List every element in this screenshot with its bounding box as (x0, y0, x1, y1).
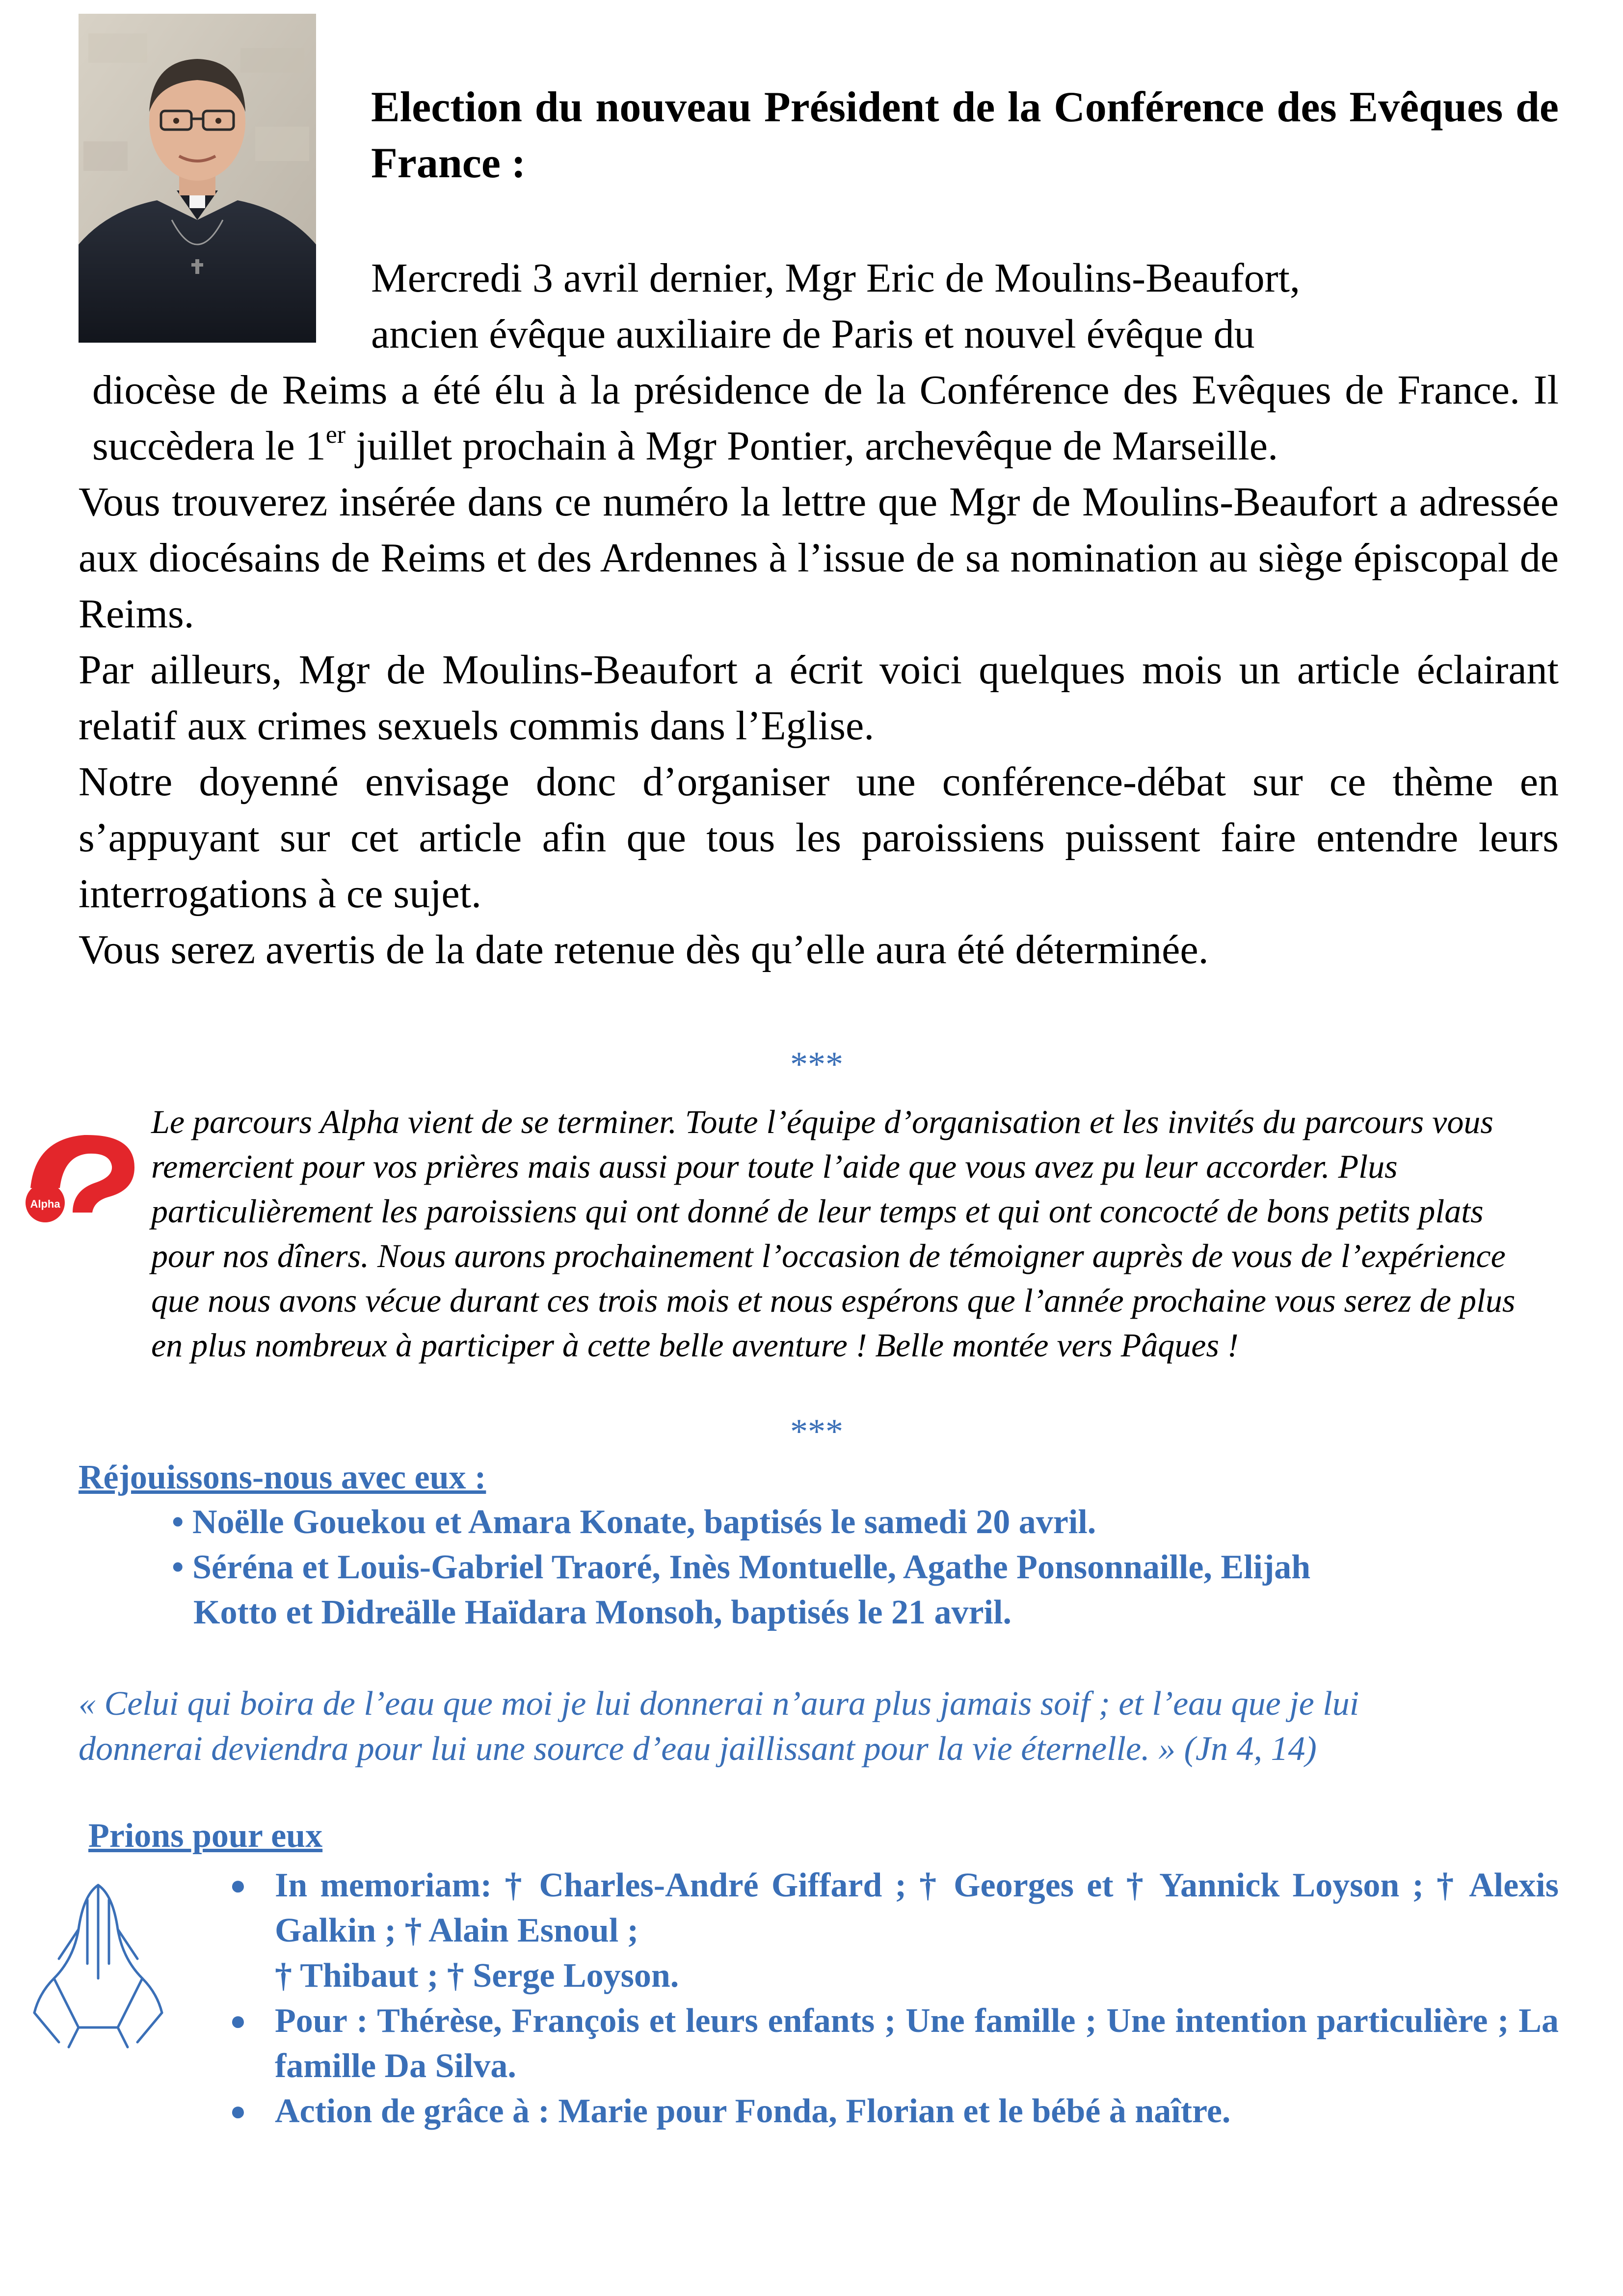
bullet-icon: ● (230, 2006, 246, 2036)
separator-stars: *** (790, 1045, 843, 1084)
superscript-er: er (325, 421, 346, 449)
paragraph-1-text-b: juillet prochain à Mgr Pontier, archevêque de Marseille. (346, 423, 1278, 469)
scripture-quote (79, 1681, 1559, 1772)
article-paragraph-5: Vous serez avertis de la date retenue dès qu’elle aura été déterminée. (79, 927, 1209, 972)
article-intro-line1: Mercredi 3 avril dernier, Mgr Eric de Moulins-Beaufort, (371, 255, 1300, 301)
article-paragraph-4: Notre doyenné envisage donc d’organiser une conférence-débat sur ce thème en s’appuyant sur cet article afin que tous les paroissiens puissent faire entendre leurs interrogations à ce sujet. (79, 759, 1559, 917)
paragraph-1-text-a: diocèse de Reims a été élu à la présidence de la Conférence des Evêques de France. Il succèdera le 1 (92, 367, 1559, 469)
baptisms-heading: Réjouissons-nous avec eux : (79, 1459, 486, 1496)
baptism-item-2a: • Séréna et Louis-Gabriel Traoré, Inès Montuelle, Agathe Ponsonnaille, Elijah (172, 1548, 1311, 1586)
separator-stars-2: *** (790, 1412, 843, 1451)
bishop-portrait-photo (79, 14, 316, 343)
article-paragraph-1 (79, 362, 1559, 474)
praying-hands-icon (25, 1865, 172, 2052)
article-headline: Election du nouveau Président de la Conférence des Evêques de France : (371, 83, 1559, 187)
prayer-item-memoriam (230, 1863, 1559, 1999)
prayers-heading: Prions pour eux (88, 1817, 323, 1855)
action-text: Action de grâce à : Marie pour Fonda, Florian et le bébé à naître. (275, 2092, 1231, 2130)
baptisms-list (172, 1500, 1570, 1635)
prayer-item-action (230, 2089, 1256, 2134)
baptism-item-1: • Noëlle Gouekou et Amara Konate, baptisés le samedi 20 avril. (172, 1503, 1096, 1541)
alpha-paragraph: Le parcours Alpha vient de se terminer. Toute l’équipe d’organisation et les invités du parcours vous remercient pour vos prières mais aussi pour toute l’aide que vous avez pu leur accorder. Plus particulièrement les paroissiens qui ont donné de leur temps et qui ont concocté de bons petits plats pour nos dîners. Nous aurons prochainement l’occasion de témoigner auprès de vous de l’expérience que nous avons vécue durant ces trois mois et nous espérons que l’année prochaine vous serez de plus en plus nombreux à participer à cette belle aventure ! Belle montée vers Pâques ! (151, 1103, 1516, 1364)
prayer-item-pour (230, 1999, 1559, 2089)
bullet-icon: ● (230, 1870, 246, 1901)
article-paragraph-2: Vous trouverez insérée dans ce numéro la lettre que Mgr de Moulins-Beaufort a adressée aux diocésains de Reims et des Ardennes à l’issue de sa nomination au siège épiscopal de Reims. (79, 479, 1559, 637)
memoriam-text-2: † Thibaut ; † Serge Loyson. (275, 1957, 679, 1995)
quote-line-2: donnerai deviendra pour lui une source d’eau jaillissant pour la vie éternelle. » (Jn 4, 14) (79, 1730, 1317, 1768)
alpha-logo (26, 1129, 139, 1222)
alpha-logo-label: Alpha (30, 1198, 60, 1210)
bullet-icon: ● (230, 2096, 246, 2127)
prayers-list (230, 1863, 1559, 2134)
quote-line-1: « Celui qui boira de l’eau que moi je lui donnerai n’aura plus jamais soif ; et l’eau que je lui (79, 1685, 1359, 1723)
article-intro-line2: ancien évêque auxiliaire de Paris et nouvel évêque du (371, 311, 1255, 357)
article-body (79, 362, 1559, 978)
article-paragraph-3: Par ailleurs, Mgr de Moulins-Beaufort a écrit voici quelques mois un article éclairant relatif aux crimes sexuels commis dans l’Eglise. (79, 647, 1559, 749)
memoriam-text: In memoriam: † Charles-André Giffard ; † Georges et † Yannick Loyson ; † Alexis Galkin ; † Alain Esnoul ; (275, 1866, 1559, 1949)
baptism-item-2b: Kotto et Didreälle Haïdara Monsoh, baptisés le 21 avril. (193, 1594, 1011, 1631)
pour-text: Pour : Thérèse, François et leurs enfants ; Une famille ; Une intention particulière ; La famille Da Silva. (275, 2002, 1559, 2085)
